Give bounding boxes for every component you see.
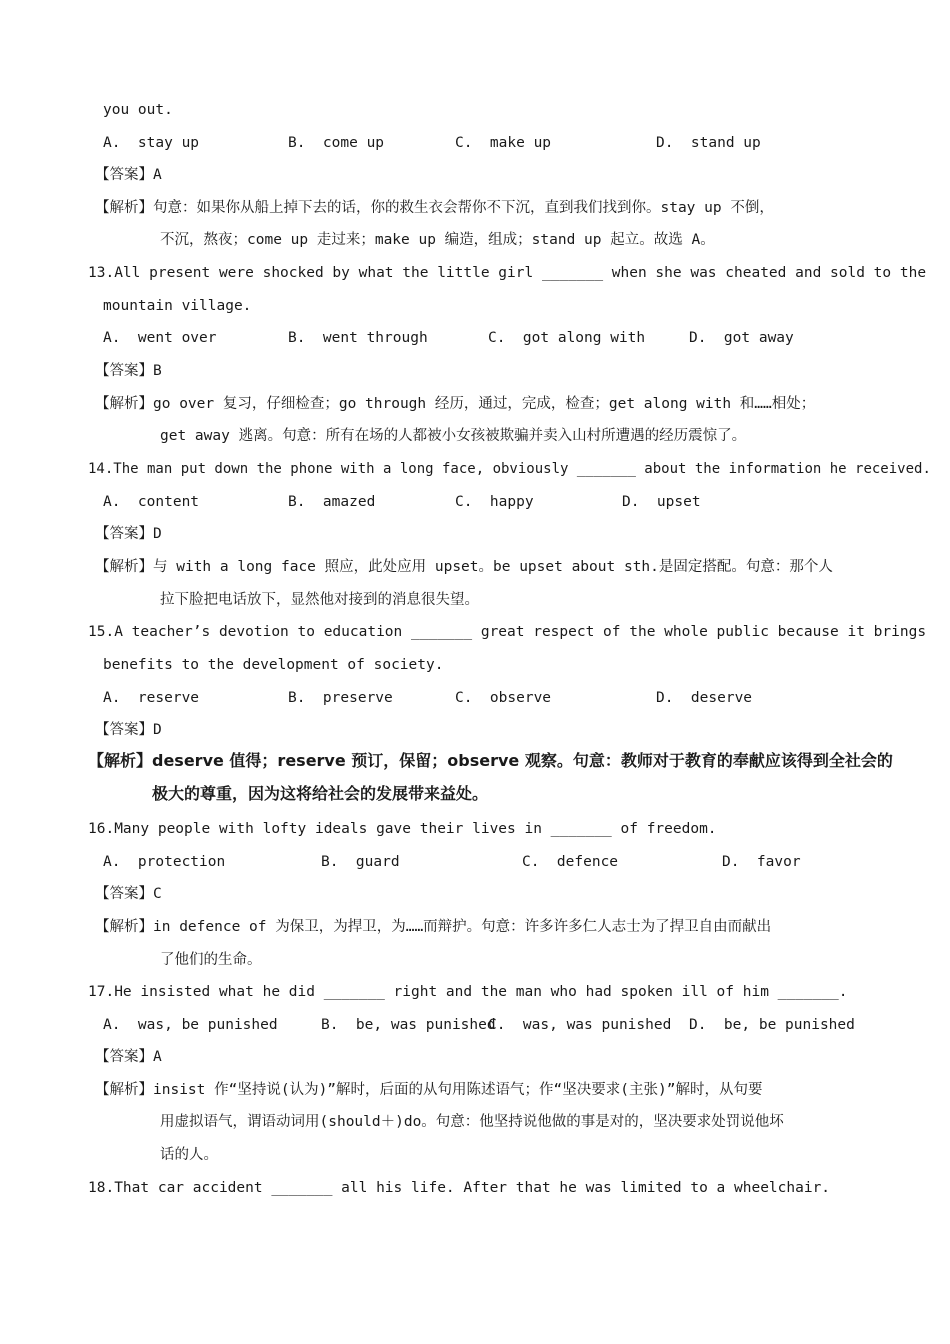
question: 13.All present were shocked by what the little girl _______ when she was cheated and sold to the [88, 265, 927, 281]
question: 16.Many people with lofty ideals gave their lives in _______ of freedom. [88, 821, 717, 837]
question: 14.The man put down the phone with a long face, obviously _______ about the information he received. [88, 461, 931, 477]
option-c: C. happy [455, 494, 534, 510]
option-b: B. guard [321, 854, 400, 870]
question: 17.He insisted what he did _______ right and the man who had spoken ill of him _______. [88, 984, 848, 1000]
answer: 【答案】A [95, 1049, 162, 1065]
option-d: D. be, be punished [689, 1017, 855, 1033]
answer: 【答案】D [95, 722, 162, 738]
option-c: C. make up [455, 135, 552, 151]
answer: 【答案】C [95, 886, 162, 902]
explanation: 【解析】deserve 值得；reserve 预订，保留；observe 观察。句意：教师对于教育的奉献应该得到全社会的 [88, 751, 893, 770]
option-b: B. be, was punished [321, 1017, 496, 1033]
explanation: 极大的尊重，因为这将给社会的发展带来益处。 [152, 784, 489, 803]
option-d: D. favor [722, 854, 801, 870]
option-c: C. observe [455, 690, 552, 706]
question: 15.A teacher’s devotion to education _______ great respect of the whole public because it brings [88, 624, 927, 640]
option-c: C. got along with [488, 330, 646, 346]
answer: 【答案】D [95, 526, 162, 542]
option-d: D. upset [622, 494, 701, 510]
option-c: C. defence [522, 854, 619, 870]
question: benefits to the development of society. [103, 657, 444, 673]
question: mountain village. [103, 298, 252, 314]
option-a: A. went over [103, 330, 217, 346]
answer: 【答案】B [95, 363, 162, 379]
explanation: 话的人。 [160, 1147, 218, 1163]
option-b: B. amazed [288, 494, 376, 510]
explanation: 不沉，熬夜；come up 走过来；make up 编造，组成；stand up 起立。故选 A。 [160, 232, 715, 248]
explanation: 【解析】与 with a long face 照应，此处应用 upset。be upset about sth.是固定搭配。句意：那个人 [95, 559, 833, 575]
option-b: B. preserve [288, 690, 393, 706]
explanation: 【解析】句意：如果你从船上掉下去的话，你的救生衣会帮你不下沉，直到我们找到你。stay up 不倒， [95, 200, 774, 216]
option-a: A. content [103, 494, 200, 510]
explanation: get away 逃离。句意：所有在场的人都被小女孩被欺骗并卖入山村所遭遇的经历震惊了。 [160, 428, 747, 444]
option-d: D. deserve [656, 690, 753, 706]
option-d: D. stand up [656, 135, 761, 151]
option-b: B. come up [288, 135, 385, 151]
option-b: B. went through [288, 330, 428, 346]
text-line: you out. [103, 102, 173, 118]
option-d: D. got away [689, 330, 794, 346]
option-c: C. was, was punished [488, 1017, 672, 1033]
question: 18.That car accident _______ all his life. After that he was limited to a wheelchair. [88, 1180, 831, 1196]
explanation: 了他们的生命。 [160, 952, 262, 968]
answer: 【答案】A [95, 167, 162, 183]
explanation: 拉下脸把电话放下，显然他对接到的消息很失望。 [160, 592, 479, 608]
explanation: 【解析】go over 复习，仔细检查；go through 经历，通过，完成，检查；get along with 和……相处； [95, 396, 816, 412]
explanation: 【解析】insist 作“坚持说(认为)”解时，后面的从句用陈述语气；作“坚决要求(主张)”解时，从句要 [95, 1082, 763, 1098]
option-a: A. was, be punished [103, 1017, 278, 1033]
option-a: A. protection [103, 854, 226, 870]
option-a: A. stay up [103, 135, 200, 151]
explanation: 【解析】in defence of 为保卫，为捍卫，为……而辩护。句意：许多许多仁人志士为了捍卫自由而献出 [95, 919, 772, 935]
option-a: A. reserve [103, 690, 200, 706]
explanation: 用虚拟语气，谓语动词用(should＋)do。句意：他坚持说他做的事是对的，坚决要求处罚说他坏 [160, 1114, 784, 1130]
